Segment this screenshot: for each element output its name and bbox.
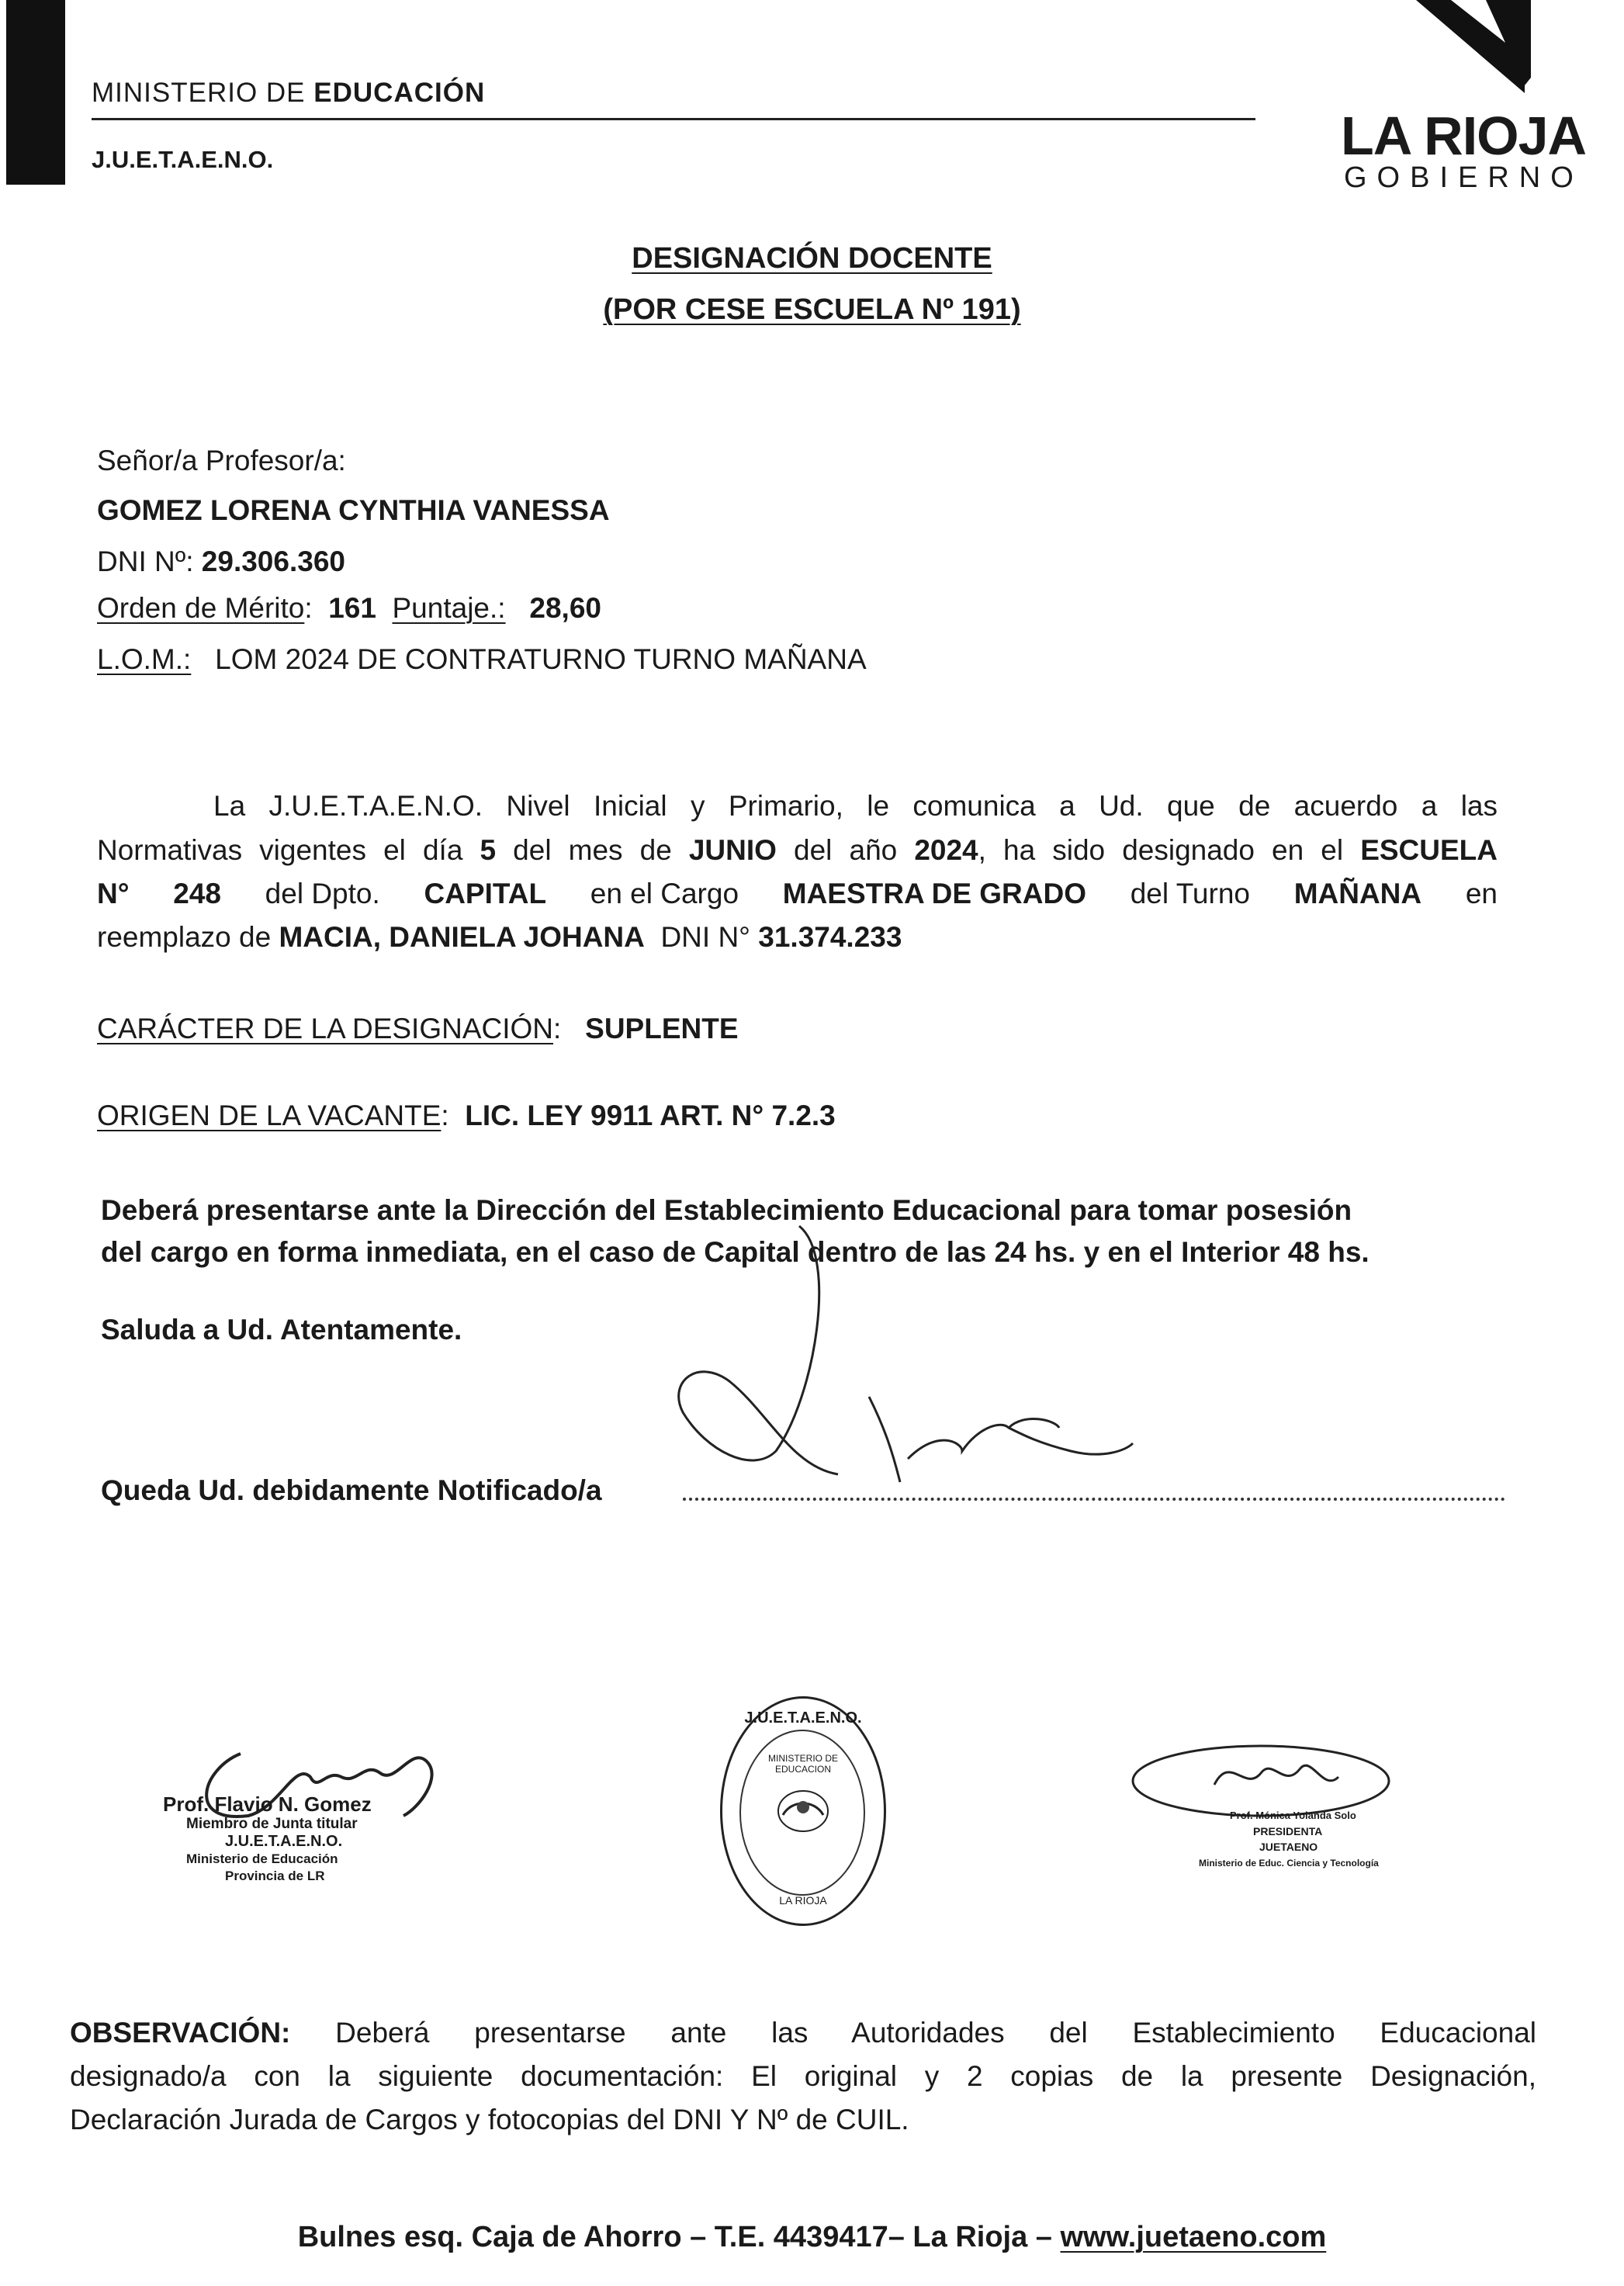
document-subtitle: (POR CESE ESCUELA Nº 191) [603, 293, 1021, 326]
logo-text-gobierno: GOBIERNO [1344, 161, 1584, 194]
document-title: DESIGNACIÓN DOCENTE [632, 242, 992, 275]
caracter-line: CARÁCTER DE LA DESIGNACIÓN: SUPLENTE [97, 1013, 739, 1044]
notified-line: Queda Ud. debidamente Notificado/a [101, 1474, 602, 1506]
ministry-name: MINISTERIO DE EDUCACIÓN [92, 78, 486, 108]
merit-line: Orden de Mérito: 161 Puntaje.: 28,60 [97, 592, 601, 624]
left-stamp-line-1: Prof. Flavio N. Gomez [163, 1792, 372, 1816]
footer-address: Bulnes esq. Caja de Ahorro – T.E. 4439417– La Rioja – [297, 2221, 1061, 2253]
observation-line-3: Declaración Jurada de Cargos y fotocopias del DNI Y Nº de CUIL. [70, 2104, 909, 2135]
header-bar [6, 0, 65, 185]
right-stamp-line-4: Ministerio de Educ. Ciencia y Tecnología [1199, 1858, 1379, 1869]
notice-line-2: del cargo en forma inmediata, en el caso de Capital dentro de las 24 hs. y en el Interior 48 hs. [101, 1236, 1369, 1268]
origen-line: ORIGEN DE LA VACANTE: LIC. LEY 9911 ART. N° 7.2.3 [97, 1100, 836, 1131]
left-stamp-line-5: Provincia de LR [225, 1869, 325, 1883]
left-stamp-line-3: J.U.E.T.A.E.N.O. [225, 1833, 343, 1850]
observation-line-2: designado/a con la siguiente documentación: El original y 2 copias de la presente Designación, [70, 2060, 1536, 2092]
recipient-name: GOMEZ LORENA CYNTHIA VANESSA [97, 494, 610, 526]
paragraph-line-1: La J.U.E.T.A.E.N.O. Nivel Inicial y Primario, le comunica a Ud. que de acuerdo a las [213, 790, 1498, 822]
seal-emblem-icon [772, 1784, 834, 1838]
right-stamp-line-2: PRESIDENTA [1253, 1825, 1323, 1837]
closing-line: Saluda a Ud. Atentamente. [101, 1314, 462, 1346]
right-stamp-line-1: Prof. Mónica Yolanda Solo [1230, 1810, 1356, 1821]
observation-line-1: OBSERVACIÓN: Deberá presentarse ante las Autoridades del Establecimiento Educacional [70, 2017, 1536, 2049]
salutation: Señor/a Profesor/a: [97, 445, 346, 476]
dni-line: DNI Nº: 29.306.360 [97, 546, 345, 577]
logo-text-la-rioja: LA RIOJA [1341, 106, 1587, 166]
seal-inner-text: MINISTERIO DE EDUCACION [767, 1753, 838, 1775]
left-stamp-line-2: Miembro de Junta titular [186, 1816, 358, 1832]
header-rule [92, 118, 1255, 120]
la-rioja-logo-mark [1408, 0, 1532, 105]
left-stamp-line-4: Ministerio de Educación [186, 1851, 338, 1866]
left-signature-stamp [155, 1715, 481, 1893]
paragraph-line-2: Normativas vigentes el día 5 del mes de JUNIO del año 2024, ha sido designado en el ESCUELA [97, 834, 1498, 866]
official-seal [720, 1696, 886, 1926]
notice-line-1: Deberá presentarse ante la Dirección del Establecimiento Educacional para tomar posesión [101, 1194, 1352, 1226]
right-stamp-line-3: JUETAENO [1259, 1841, 1318, 1853]
lom-line: L.O.M.: LOM 2024 DE CONTRATURNO TURNO MAÑANA [97, 643, 867, 675]
footer [0, 2221, 1624, 2254]
paragraph-line-4: reemplazo de MACIA, DANIELA JOHANA DNI N° 31.374.233 [97, 921, 902, 953]
agency-name: J.U.E.T.A.E.N.O. [92, 146, 274, 173]
right-signature-stamp [1129, 1730, 1408, 1901]
paragraph-line-3: N° 248 del Dpto. CAPITAL en el Cargo MAESTRA DE GRADO del Turno MAÑANA en [97, 878, 1498, 909]
seal-bottom-text: LA RIOJA [779, 1894, 827, 1907]
footer-website-link[interactable]: www.juetaeno.com [1060, 2221, 1327, 2253]
handwritten-signature [636, 1195, 1179, 1521]
seal-top-text: J.U.E.T.A.E.N.O. [744, 1709, 862, 1727]
